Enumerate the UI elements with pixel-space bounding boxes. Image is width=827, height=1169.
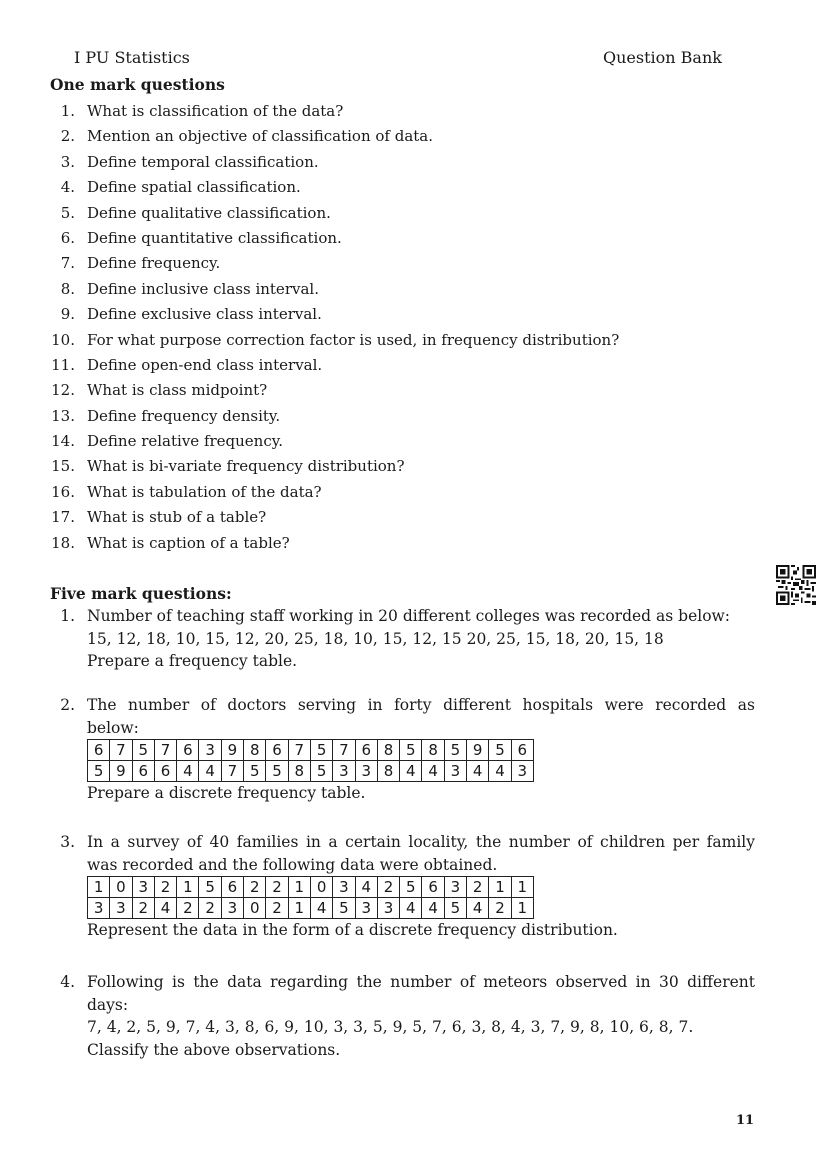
- five-mark-question-2: [48, 694, 755, 805]
- table-cell: 5: [244, 761, 266, 782]
- table-cell: 3: [221, 898, 243, 919]
- table-cell: 6: [355, 740, 377, 761]
- table-cell: 3: [333, 877, 355, 898]
- question-text: Define frequency density.: [87, 406, 281, 425]
- question-text: What is caption of a table?: [87, 533, 290, 552]
- question-number: 1.: [60, 607, 75, 625]
- table-cell: 7: [333, 740, 355, 761]
- table-cell: 5: [199, 877, 221, 898]
- question-number: 7.: [60, 254, 75, 273]
- table-cell: 1: [288, 877, 310, 898]
- qr-code-icon: [776, 565, 816, 605]
- question-text: Mention an objective of classification of data.: [87, 127, 434, 146]
- question-data: 7, 4, 2, 5, 9, 7, 4, 3, 8, 6, 9, 10, 3, 3, 5, 9, 5, 7, 6, 3, 8, 4, 3, 7, 9, 8, 10, 6, 8, 7.: [87, 1018, 694, 1036]
- question-text: Define qualitative classification.: [87, 203, 331, 222]
- question-instruction: Classify the above observations.: [87, 1040, 341, 1059]
- question-item: [48, 406, 758, 431]
- question-text: What is stub of a table?: [87, 508, 267, 527]
- question-item: [48, 253, 758, 278]
- question-item: [48, 126, 758, 151]
- question-text: Define temporal classification.: [87, 152, 319, 171]
- table-row: [88, 898, 534, 919]
- question-number: 13.: [51, 406, 75, 425]
- table-cell: 4: [400, 761, 422, 782]
- question-text: Define frequency.: [87, 254, 221, 273]
- question-item: [48, 228, 758, 253]
- table-cell: 3: [355, 898, 377, 919]
- question-text: Define quantitative classification.: [87, 228, 342, 247]
- question-instruction: Represent the data in the form of a discrete frequency distribution.: [87, 921, 618, 939]
- table-cell: 4: [177, 761, 199, 782]
- question-item: [48, 456, 758, 481]
- table-cell: 1: [177, 877, 199, 898]
- table-cell: 3: [110, 898, 132, 919]
- question-instruction: Prepare a discrete frequency table.: [87, 784, 366, 802]
- table-cell: 8: [377, 740, 399, 761]
- table-cell: 4: [199, 761, 221, 782]
- table-cell: 7: [154, 740, 176, 761]
- table-cell: 6: [221, 877, 243, 898]
- five-mark-heading: Five mark questions:: [50, 584, 232, 603]
- question-number: 14.: [51, 432, 75, 451]
- table-cell: 7: [221, 761, 243, 782]
- table-cell: 2: [244, 877, 266, 898]
- header-title: Question Bank: [603, 48, 722, 67]
- table-cell: 0: [310, 877, 332, 898]
- table-cell: 2: [266, 898, 288, 919]
- question-item: [48, 203, 758, 228]
- table-cell: 2: [489, 898, 511, 919]
- question-text: Define inclusive class interval.: [87, 279, 319, 298]
- table-cell: 6: [154, 761, 176, 782]
- question-text: Number of teaching staff working in 20 different colleges was recorded as below:: [87, 607, 731, 625]
- table-cell: 0: [244, 898, 266, 919]
- question-text: What is classification of the data?: [87, 102, 344, 120]
- question-number: 3.: [60, 152, 75, 171]
- question-number: 1.: [60, 102, 75, 120]
- question-item: [48, 355, 758, 380]
- question-item: [48, 152, 758, 177]
- table-row: [88, 877, 534, 898]
- question-number: 6.: [60, 228, 75, 247]
- question-number: 2.: [60, 127, 75, 146]
- table-cell: 2: [467, 877, 489, 898]
- table-cell: 8: [422, 740, 444, 761]
- question-number: 4.: [60, 973, 75, 991]
- table-cell: 3: [444, 761, 466, 782]
- table-cell: 4: [489, 761, 511, 782]
- table-cell: 3: [377, 898, 399, 919]
- table-cell: 1: [511, 877, 533, 898]
- table-cell: 4: [400, 898, 422, 919]
- table-cell: 9: [110, 761, 132, 782]
- question-number: 10.: [51, 330, 75, 349]
- question-text: Define spatial classification.: [87, 178, 301, 197]
- doctors-data-table: [87, 739, 534, 782]
- question-text: What is bi-variate frequency distribution?: [87, 457, 405, 476]
- five-mark-question-1: [48, 605, 755, 673]
- table-cell: 3: [132, 877, 154, 898]
- question-item: [48, 507, 758, 532]
- question-number: 16.: [51, 482, 75, 501]
- table-cell: 4: [467, 898, 489, 919]
- table-cell: 7: [110, 740, 132, 761]
- table-cell: 4: [154, 898, 176, 919]
- table-cell: 8: [244, 740, 266, 761]
- table-cell: 2: [132, 898, 154, 919]
- table-cell: 5: [400, 740, 422, 761]
- one-mark-list: [48, 101, 758, 558]
- question-text: Define exclusive class interval.: [87, 305, 322, 324]
- question-item: [48, 101, 758, 126]
- question-item: [48, 177, 758, 202]
- table-cell: 9: [221, 740, 243, 761]
- header-subject: I PU Statistics: [74, 48, 190, 67]
- table-cell: 3: [444, 877, 466, 898]
- table-cell: 0: [110, 877, 132, 898]
- table-cell: 1: [489, 877, 511, 898]
- page-number: 11: [736, 1113, 755, 1128]
- table-cell: 3: [355, 761, 377, 782]
- question-text: What is class midpoint?: [87, 381, 268, 400]
- table-cell: 5: [266, 761, 288, 782]
- question-item: [48, 533, 758, 558]
- table-cell: 1: [88, 877, 110, 898]
- table-cell: 5: [88, 761, 110, 782]
- table-cell: 3: [333, 761, 355, 782]
- table-cell: 5: [132, 740, 154, 761]
- table-cell: 5: [444, 740, 466, 761]
- question-instruction: Prepare a frequency table.: [87, 652, 298, 670]
- question-item: [48, 380, 758, 405]
- question-item: [48, 279, 758, 304]
- table-cell: 5: [489, 740, 511, 761]
- question-item: [48, 482, 758, 507]
- table-cell: 9: [467, 740, 489, 761]
- question-item: [48, 431, 758, 456]
- question-text: Define open-end class interval.: [87, 355, 323, 374]
- question-text: Define relative frequency.: [87, 432, 283, 451]
- table-cell: 2: [199, 898, 221, 919]
- table-cell: 5: [310, 761, 332, 782]
- table-cell: 4: [422, 898, 444, 919]
- question-text: For what purpose correction factor is used, in frequency distribution?: [87, 330, 620, 349]
- table-cell: 6: [88, 740, 110, 761]
- table-cell: 3: [199, 740, 221, 761]
- question-text: The number of doctors serving in forty different hospitals were recorded as: [87, 696, 755, 714]
- five-mark-question-3: [48, 831, 755, 942]
- children-data-table: [87, 876, 534, 919]
- question-text: What is tabulation of the data?: [87, 482, 322, 501]
- table-cell: 6: [511, 740, 533, 761]
- question-number: 18.: [51, 533, 75, 552]
- five-mark-question-4: [48, 971, 755, 1061]
- question-number: 4.: [60, 178, 75, 197]
- table-cell: 7: [288, 740, 310, 761]
- question-number: 8.: [60, 279, 75, 298]
- table-cell: 6: [266, 740, 288, 761]
- question-text-cont: below:: [87, 718, 139, 737]
- table-cell: 6: [422, 877, 444, 898]
- table-cell: 5: [310, 740, 332, 761]
- table-cell: 2: [177, 898, 199, 919]
- table-cell: 1: [288, 898, 310, 919]
- table-cell: 2: [266, 877, 288, 898]
- question-text-cont: was recorded and the following data were obtained.: [87, 855, 498, 874]
- table-cell: 4: [310, 898, 332, 919]
- table-cell: 3: [511, 761, 533, 782]
- question-number: 3.: [60, 833, 75, 851]
- table-cell: 1: [511, 898, 533, 919]
- table-cell: 4: [467, 761, 489, 782]
- table-cell: 4: [355, 877, 377, 898]
- table-row: [88, 761, 534, 782]
- table-cell: 3: [88, 898, 110, 919]
- question-text: In a survey of 40 families in a certain locality, the number of children per family: [87, 833, 755, 851]
- table-row: [88, 740, 534, 761]
- table-cell: 4: [422, 761, 444, 782]
- table-cell: 8: [377, 761, 399, 782]
- table-cell: 2: [377, 877, 399, 898]
- table-cell: 8: [288, 761, 310, 782]
- question-item: [48, 304, 758, 329]
- one-mark-heading: One mark questions: [50, 75, 225, 94]
- question-number: 9.: [60, 305, 75, 324]
- question-text-cont: days:: [87, 995, 129, 1014]
- table-cell: 5: [333, 898, 355, 919]
- question-text: Following is the data regarding the number of meteors observed in 30 different: [87, 973, 755, 991]
- table-cell: 5: [400, 877, 422, 898]
- question-number: 2.: [60, 696, 75, 714]
- table-cell: 5: [444, 898, 466, 919]
- table-cell: 6: [132, 761, 154, 782]
- table-cell: 6: [177, 740, 199, 761]
- question-number: 15.: [51, 457, 75, 476]
- question-number: 12.: [51, 381, 75, 400]
- question-data: 15, 12, 18, 10, 15, 12, 20, 25, 18, 10, 15, 12, 15 20, 25, 15, 18, 20, 15, 18: [87, 629, 664, 648]
- table-cell: 2: [154, 877, 176, 898]
- question-number: 17.: [51, 508, 75, 527]
- question-number: 11.: [51, 355, 75, 374]
- question-item: [48, 330, 758, 355]
- question-number: 5.: [60, 203, 75, 222]
